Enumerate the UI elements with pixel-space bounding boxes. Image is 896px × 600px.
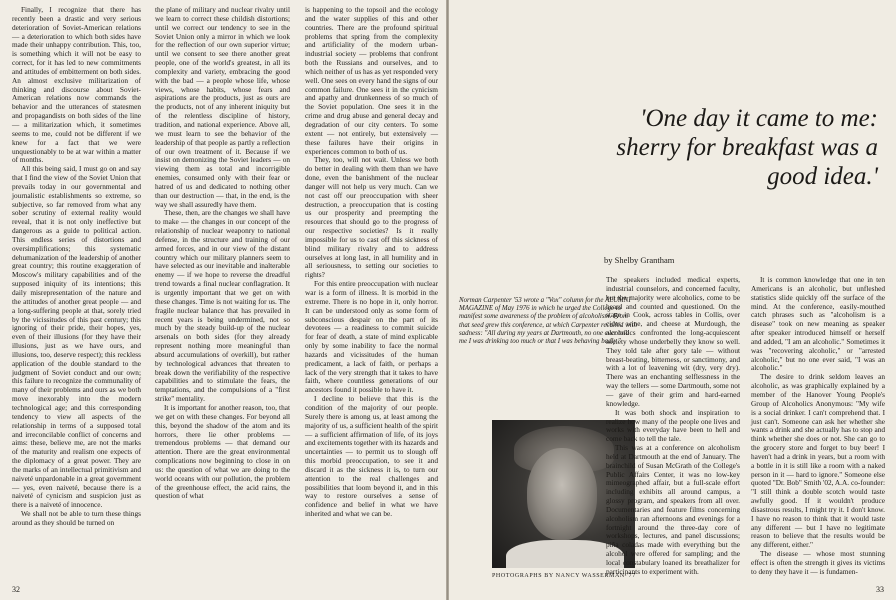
paragraph: These, then, are the changes we shall have to make — the changes in our concept of the relationship of nuclear weaponry to national defense, in the structure and training of our armed forces, and in our view of the distant country which our military planners seem to have selected as our inevitable and inalterable enemy — if we hope to reverse the dreadful trend towards a final nuclear conflagration. It is urgently important that we get on with these changes. Time is not waiting for us. The fragile nuclear balance that has prevailed in recent years is being undermined, not so much by the steady build-up of the nuclear arsenals on both sides (for they already represent nothing more meaningful than absurd accumulations of overkill), but rather by technological advances that threaten to break down the verifiability of the respective capabilities and to stimulate the fears, the temptations, and the compulsions of a "first strike" mentality. (155, 208, 290, 404)
paragraph: The speakers included medical experts, industrial counselors, and concerned faculty, but the majority were alcoholics, come to be heard and counted and questioned. On the stage in Cook, across tables in Collis, over cider, wine, and cheese at Murdough, the alcoholics confronted the long-acquiescent society whose underbelly they know so well. They told tale after gory tale — without breast-beating, bitterness, or sanctimony, and with a lot of leavening wit (dry, very dry). There was an enchanting selflessness in the way the tellers — some Dartmouth, some not — gave of their grim and hard-earned knowledge. (606, 275, 740, 408)
photo-face (527, 448, 597, 540)
left-column-2 (155, 6, 290, 501)
page-number-right: 33 (876, 585, 884, 594)
paragraph: All this being said, I must go on and say that I find the view of the Soviet Union that prevails today in our governmental and journalistic establishments so extreme, so subjective, so far removed from what any sober scrutiny of external reality would reveal, that it is not only ineffective but dangerous as a guide to political action. This endless series of distortions and oversimplifications; this systematic dehumanization of the leadership of another great country; this routine exaggeration of Moscow's military capabilities and of the supposed iniquity of its intentions; this daily misrepresentation of the nature and the attitudes of another great people — and a long-suffering people at that, sorely tried by the vicissitudes of this past century; this ignoring of their pride, their hopes, yes, even of their illusions (for they have their illusions, just as we have ours, and illusions, too, deserve respect); this reckless application of the double standard to the judgment of Soviet conduct and our own; this failure to recognize the communality of many of their problems and ours as we both move inexorably into the modern technological age; and this corresponding tendency to view all aspects of the relationship in terms of a supposed total and irreconcilable conflict of concerns and aims: these, believe me, are not the marks of the maturity and realism one expects of the diplomacy of a great power. They are the marks of an intellectual primitivism and naiveté unpardonable in a great government — yes, even naiveté, because there is a naiveté of cynicism and suspicion just as there is a naiveté of innocence. (12, 164, 141, 510)
left-column-1 (12, 6, 141, 528)
paragraph: They, too, will not wait. Unless we both do better in dealing with them than we have done, even the banishment of the nuclear danger will not help us very much. Can we not cast off our preoccupation with sheer destruction, a preoccupation that is costing us our prosperity and preempting the resources that should go to the progress of our respective societies? Is it really impossible for us to cast off this sickness of blind military rivalry and to address ourselves at long last, in all humility and in all seriousness, to setting our societies to rights? (305, 155, 438, 280)
paragraph: The disease — whose most stunning effect is often the strength it gives its victims to deny they have it — is fundamen- (751, 549, 885, 576)
paragraph: For this entire preoccupation with nuclear war is a form of illness. It is morbid in the extreme. There is no hope in it, only horror. It can be understood only as some form of subconscious despair on the part of its devotees — a readiness to commit suicide for fear of death, a state of mind explicable only by some inability to face the normal hazards and vicissitudes of the human predicament, a lack of faith, or perhaps a lack of the very strength that it takes to have faith, where countless generations of our ancestors found it possible to have it. (305, 279, 438, 395)
paragraph: It was both shock and inspiration to realize how many of the people one lives and works with everyday have been to hell and come back to tell the tale. (606, 407, 740, 444)
left-page (0, 0, 447, 600)
article-headline: 'One day it came to me: sherry for breakfast was a good idea.' (616, 105, 878, 190)
paragraph: This was at a conference on alcoholism held at Dartmouth at the end of January. The brainchild of Susan McGrath of the College's Public Affairs Center, it was no low-key mimeographed affair, but a full-scale effort including exhibits all around campus, a glossy program, and speakers from all over. Documentaries and feature films concerning alcoholism ran afternoons and evenings for a fortnight around the three-day core of workshops, lectures, and panel discussions; piña coladas made with everything but the alcohol were offered for sampling; and the local constabulary loaned its breathalizer for participants to experiment with. (606, 443, 740, 576)
paragraph: I decline to believe that this is the condition of the majority of our people. Surely there is among us, at least among the majority of us, a sufficient health of the spirit — a sufficient affirmation of life, of its joys and excitements together with its hazards and uncertainties — to permit us to slough off this morbid preoccupation, to see it and discard it as the sickness it is, to turn our attention to the real challenges and possibilities that loom beyond it, and in this way to restore ourselves a sense of confidence and belief in what we have inherited and what we can be. (305, 394, 438, 519)
photo-caption: Norman Carpenter '53 wrote a "Vox" column for the ALUMNI MAGAZINE of May 1976 in which he urged the College to manifest some awareness of the problem of alcoholism. From that seed grew this conference, at which Carpenter recalled with sadness: "All during my years at Dartmouth, no one ever told me I was drinking too much or that I was behaving badly." (459, 297, 637, 346)
paragraph: is happening to the topsoil and the ecology and the water supplies of this and other countries. There are the profound spiritual problems that spring from the complexity and artificiality of the modern urban-industrial society — problems that confront both the Russians and ourselves, and to which neither of us has as yet responded very well. One sees on every hand the signs of our common failure. One sees it in the cynicism and apathy and drunkenness of so much of the Soviet population. One sees it in the crime and drug abuse and general decay and degradation of our city centers. To some extent — not entirely, but extensively — these failures have their origins in experiences common to both of us. (305, 5, 438, 156)
paragraph: It is common knowledge that one in ten Americans is an alcoholic, but unfleshed statistics slide quickly off the surface of the mind. At the conference, easily-mouthed catch phrases such as "alcoholism is a disease" took on new meaning as speaker after speaker introduced himself or herself and added, "I am an alcoholic." Sometimes it was "recovering alcoholic," or "arrested alcoholic," but no one ever said, "I was an alcoholic." (751, 275, 885, 373)
right-column-2 (751, 276, 885, 577)
byline: by Shelby Grantham (604, 255, 675, 265)
page-number-left: 32 (12, 585, 20, 594)
left-column-3 (305, 6, 438, 519)
paragraph: Finally, I recognize that there has recently been a drastic and very serious deterioration of Soviet-American relations — a deterioration to which both sides have made their unhappy contribution. This, too, is something which it will not be easy to correct, for it has led to new commitments and attitudes of embitterment on both sides. An almost exclusive militarization of thinking and discourse about Soviet-American relations now commands the behavior and the utterances of statesmen and propagandists on both sides of the line — a militarization which, it sometimes seems to me, could not be different if we knew for a fact that we were unquestionably to be at war within a matter of months. (12, 5, 141, 165)
paragraph: We shall not be able to turn these things around as they should be turned on (12, 509, 141, 527)
right-page (449, 0, 896, 600)
right-column-1 (606, 276, 740, 577)
paragraph: It is important for another reason, too, that we get on with these changes. For beyond all this, beyond the shadow of the atom and its horrors, there lie other problems — tremendous problems — that demand our attention. There are the great environmental complications now beginning to close in on us: the question of what we are doing to the world oceans with our pollution, the problem of the greenhouse effect, the acid rains, the question of what (155, 402, 290, 501)
paragraph: The desire to drink seldom leaves an alcoholic, as was graphically explained by a member of the Hanover Young People's Group of Alcoholics Anonymous: "My wife is a social drinker. I can't comprehend that. I just can't. Someone can ask her whether she wants a drink and she actually has to stop and think whether she does or not. She can go to the grocery store and forget to buy beer! I haven't had a drink in years, but a room with a bottle in it is still like a room with a naked person in it — hard to ignore." Someone else quoted "Dr. Bob" Smith '02, A.A. co-founder: "I still think a double scotch would taste awfully good. If it wouldn't produce disastrous results, I might try it. I don't know. I have no reason to think that it would taste any different — but I have no legitimate reason to believe that the results would be any different, either." (751, 372, 885, 550)
paragraph: the plane of military and nuclear rivalry until we learn to correct these childish distortions; until we correct our tendency to see in the Soviet Union only a mirror in which we look for the reflection of our own superior virtue; until we consent to see there another great people, one of the world's greatest, in all its complexity and variety, embracing the good with the bad — a people whose life, whose views, whose habits, whose fears and aspirations are the products, just as ours are the products, not of any inherent iniquity but of the relentless discipline of history, tradition, and national experience. Above all, we must learn to see the behavior of the leadership of that people as partly a reflection of our own treatment of it. Because if we insist on demonizing the Soviet leaders — on viewing them as total and incorrigible enemies, consumed only with their fear or hatred of us and dedicated to nothing other than our destruction — that, in the end, is the way we shall assuredly have them. (155, 5, 290, 209)
photo-credit: PHOTOGRAPHS BY NANCY WASSERMAN '77 (492, 573, 636, 579)
